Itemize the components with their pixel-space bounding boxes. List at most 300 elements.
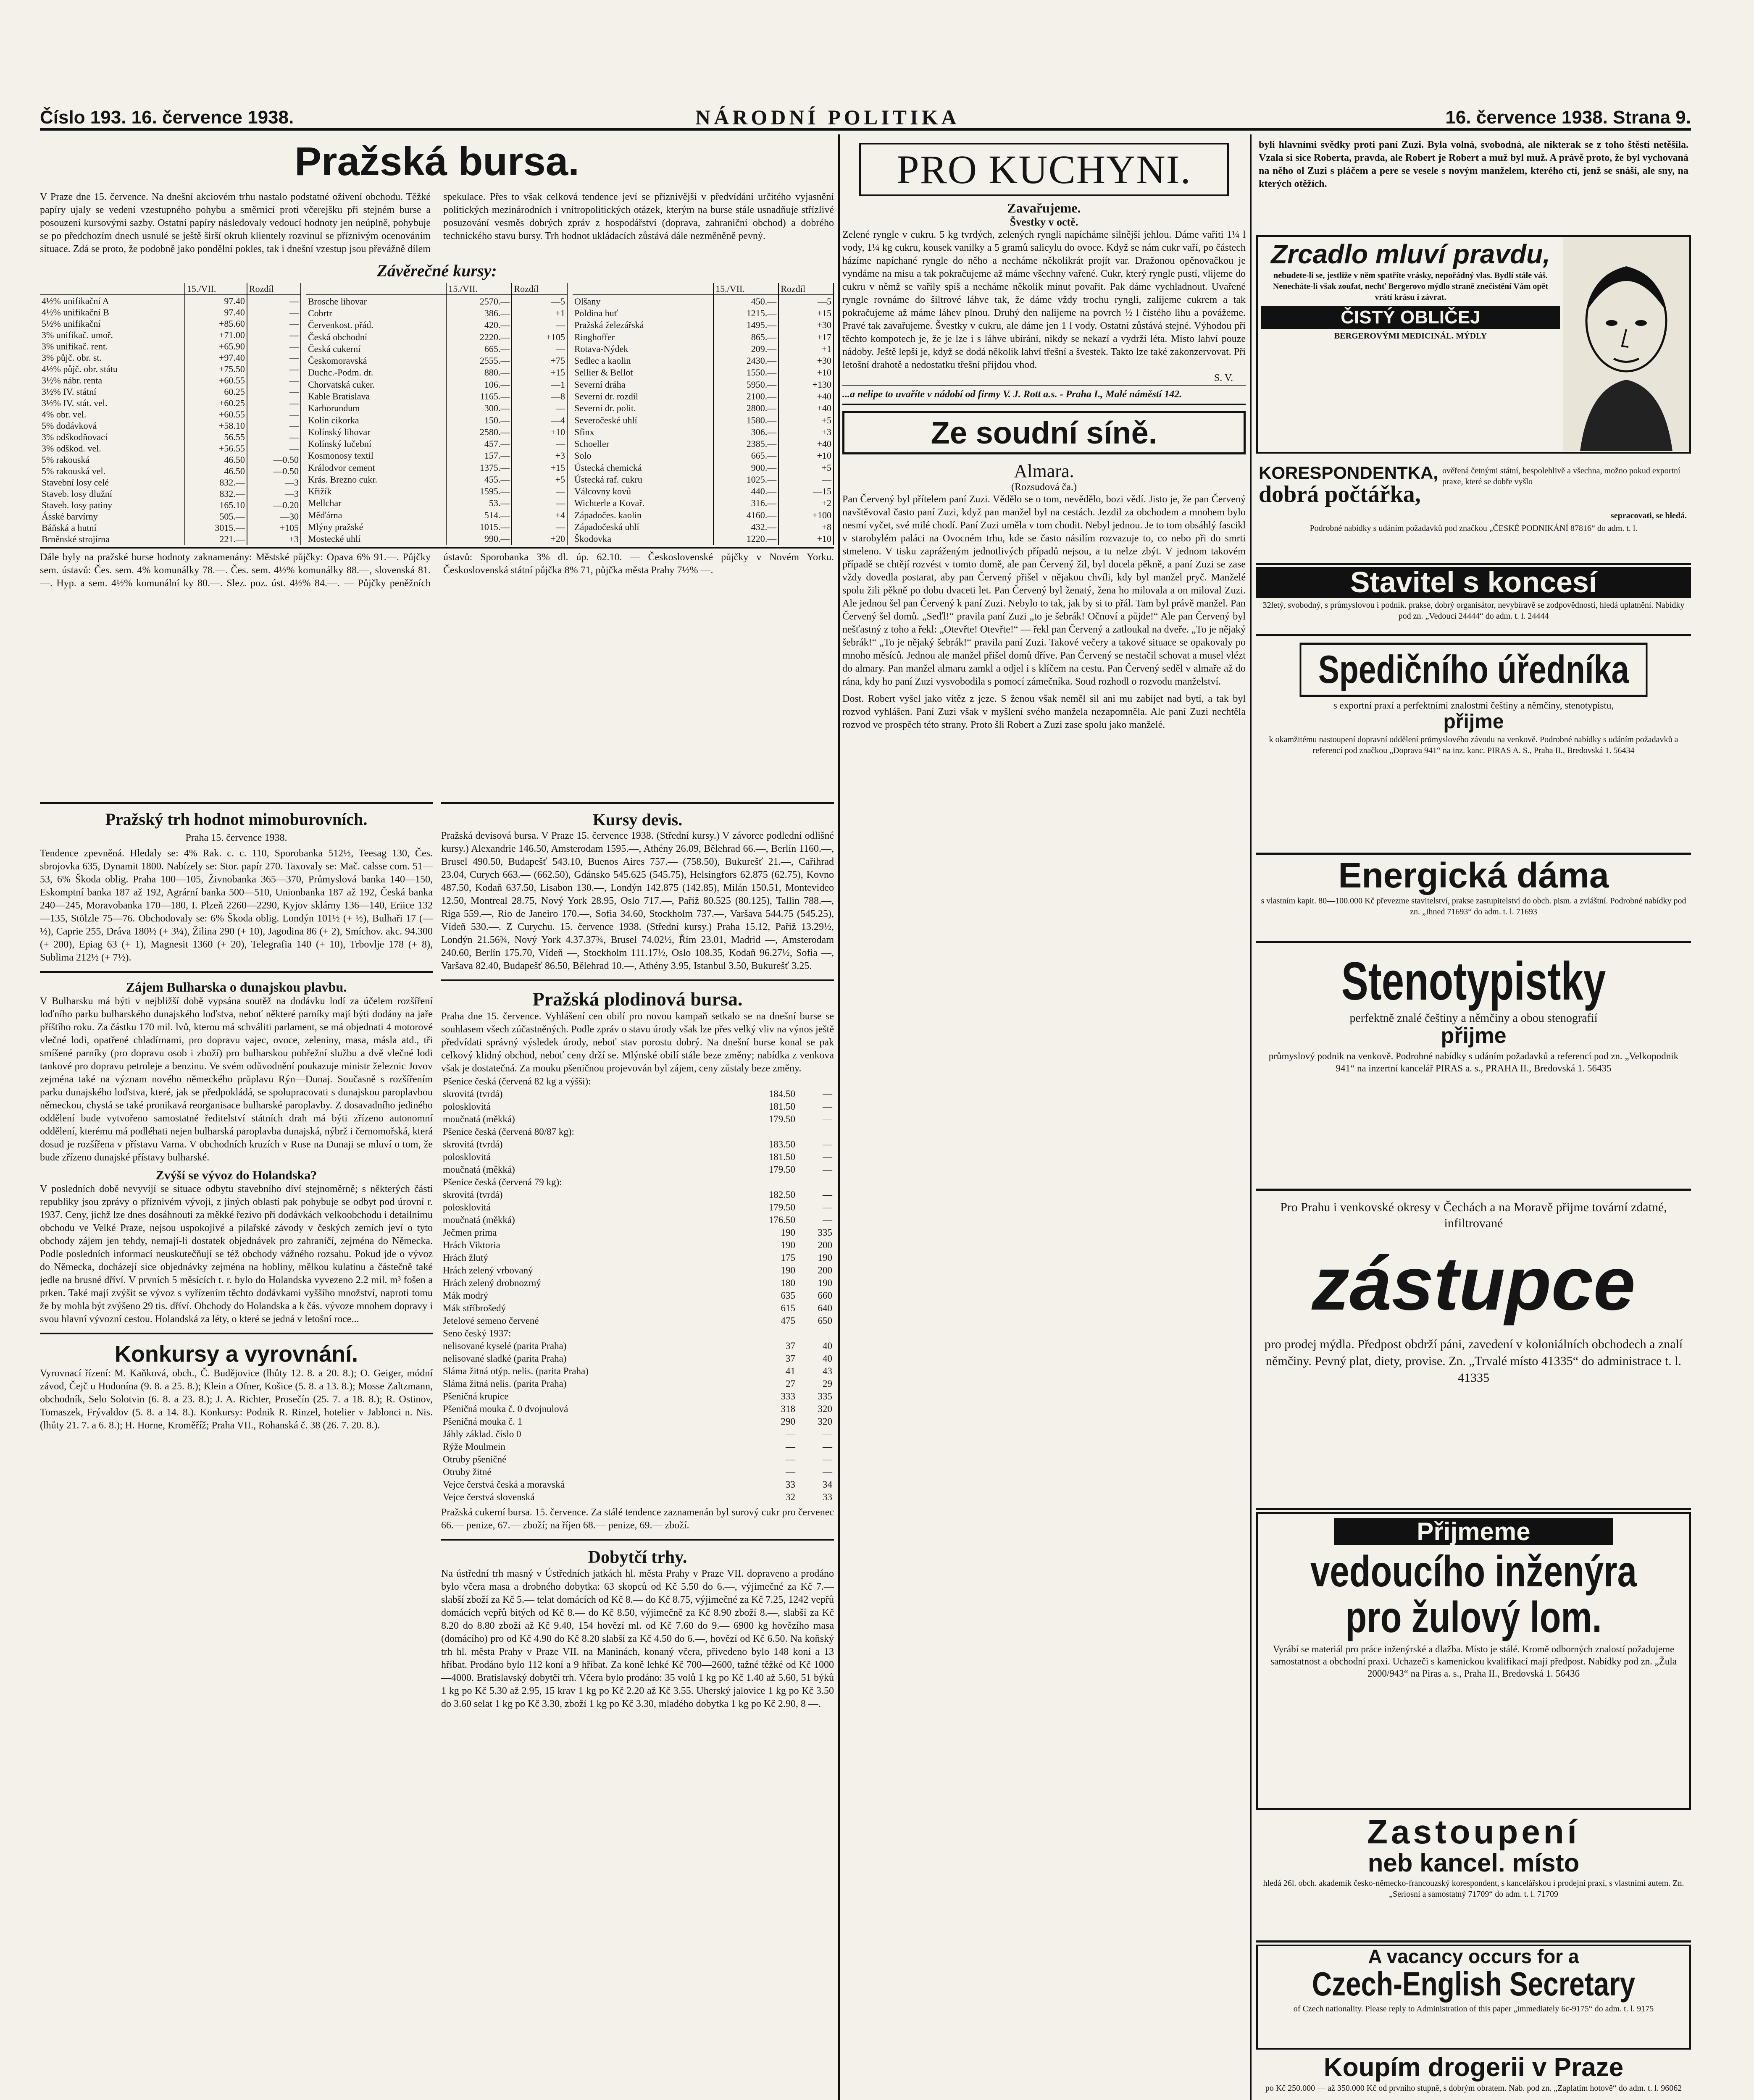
price-high: — (823, 1114, 832, 1124)
quote-value: 1025.— (713, 473, 778, 485)
quote-row (40, 397, 301, 409)
quote-row (306, 438, 567, 449)
quote-value: 316.— (713, 497, 778, 509)
closing-quotes-tables (40, 283, 834, 545)
commodity-name: Sláma žitná nelis. (parita Praha) (443, 1378, 567, 1389)
quote-name: 3½% nábr. renta (40, 375, 185, 386)
column-c (842, 139, 1246, 2100)
quote-row (306, 331, 567, 343)
quote-diff: — (247, 352, 301, 363)
column-rule (838, 134, 840, 2100)
ad-secretary (1256, 1945, 1691, 2050)
quote-diff: — (512, 486, 567, 497)
price-high: 320 (818, 1404, 832, 1414)
quote-name: Severní dr. rozdíl (573, 390, 713, 402)
quote-name: Staveb. losy dlužní (40, 488, 185, 499)
quote-diff: +15 (512, 367, 567, 378)
quote-diff: +10 (778, 533, 834, 545)
mimo-date: Praha 15. července 1938. (185, 832, 287, 843)
quote-name: Česká obchodní (306, 331, 446, 343)
quote-name: Mostecké uhlí (306, 533, 446, 545)
quote-diff: —5 (778, 295, 834, 307)
price-high: — (823, 1215, 832, 1225)
soudni-end: Dost. Robert vyšel jako vítěz z jeze. S ženou však neměl sil ani mu zabíjet nad bytí, a tak byl rozvod vyhlášen. Paní Zuzi však v myšlení svého manžela nezapomněla. Ale paní Zuzi nechtěla rozvod ve prospěch této strany. Proto šli Robert a Zuzi zase spolu jako manželé. (842, 693, 1246, 730)
quote-row (573, 462, 834, 473)
quote-row (306, 497, 567, 509)
quote-value: 46.50 (185, 465, 247, 477)
kuchyne-sub2: Švestky v octě. (1010, 216, 1078, 228)
price-low: 37 (786, 1341, 795, 1351)
commodity-row (441, 1126, 834, 1138)
commodity-row (441, 1151, 834, 1163)
quote-name: 5% dodávková (40, 420, 185, 431)
quote-value: 209.— (713, 343, 778, 354)
quote-value: 386.— (446, 307, 512, 319)
quote-name: Severočeské uhlí (573, 414, 713, 426)
quote-row (306, 319, 567, 331)
soudni-text: Pan Červený byl přítelem paní Zuzi. Vědělo se o tom, nevědělo, bozi vědí. Jisto je, že pan Červený navštěvoval často paní Zuzi, když pan manžel byl na cestách. Jezdil za obchodem a mnohem bylo nesmí vyčet, své milé chodí. Paní Zuzi uměla v tom chodit. Nebyl jednou. Je to tom obsáhlý fascikl v starobylém paláci na Ovocném trhu, kde se často násilím rozvazuje to, co nebo při do smrti stmeleno. V tisku zapráženým jednotlivých případů nejsou, a tu nelze zbýt. V jednom takovém případě se chtějí rozvést v tomto domě, ale pan Červený žil, byl docela pěkně, a paní Zuzi se zase vždy dovedla postarat, aby pan Červený přišel v nějakou chvíli, kdy byl manžel pryč. Manželé spolu žili pěkně po dobu dvaceti let. Pan Červený byl ženatý, žena ho milovala a on miloval Zuzi. Ale jednou šel pan Červený k paní Zuzi. Nebylo to tak, jak by si to přál. Tam byl právě manžel. Pan Červený šel domů. „Seďl!“ pravila paní Zuzi „to je šebrák! Očnoví a půjde!“ Ale pan Červený byl nešťastný z toho a řekl: „Otevřte! Otevřte!“ — řekl pan Červený a zatloukal na dveře. „To je nějaký šebrák!“ „To je nějaký šebrák!“ pravila paní Zuzi. Takové večery a takové situace se opakovaly po mnoho měsíců. Jednou ale manžel přišel domů dříve. Pan Červený se nestačil schovat a musel vlézt do almary. Pan manžel almaru zamkl a odjel i s klíčem na cestu. Pan Červený seděl v almaře až do rána, kdy ho paní Zuzi vysvobodila s pomocí zámečníka. Soud rozhodl o rozvodu manželství. (842, 494, 1246, 687)
commodity-name: Jáhly základ. číslo 0 (443, 1429, 521, 1439)
devisy-title: Kursy devis. (592, 810, 683, 829)
ad-zastoupeni-text: hledá 26l. obch. akademik česko-německo-francouzský korespondent, s kancelářskou i prodejní praxí, s vlastními autem. Zn. „Seriosní a samostatný 71709“ do adm. t. l. 71709 (1263, 1879, 1684, 1899)
price-high: 29 (823, 1378, 832, 1389)
masthead-title: NÁRODNÍ POLITIKA (695, 105, 960, 129)
quote-row (40, 499, 301, 511)
quote-name: 4½% unifikační A (40, 295, 185, 307)
quote-name: 3% unifikač. umoř. (40, 329, 185, 341)
commodity-row (441, 1138, 834, 1151)
price-low: 180 (781, 1278, 795, 1288)
mimo-text: Tendence zpevněná. Hledaly se: 4% Rak. c. c. 110, Sporobanka 512½, Teesag 130, Čes. sbrojovka 635, Dynamit 1800. Nabízely se: Stor. papír 270. Taxovaly se: Mač. calsse com. 51—53, 6% Škoda oblig. Praha 100—105, Živnobanka 365—370, Průmyslová banka 140—150, Eskomptní banka 187 až 192, Agrární banka 500—510, Unionbanka 187 až 192, Česká banka 240—245, Moravobanka 170—180, I. Plzeň 2260—2290, Kyjov sklárny 136—140, Eriice 132—135, Stölzle 75—76. Obchodovaly se: 6% Škoda oblig. Londýn 101½ (+ ½), Bulhaři 17 (— ½), Caprie 255, Dráva 180½ (+ 3¼), Žilina 290 (+ 10), Jagodina 86 (+ 2), Smíchov. akc. 94.300 (+ 200), Epiag 63 (+ 1), Magnesit 1360 (+ 20), Telegrafia 140 (+ 10), Trbovlje 178 (+ 8), Sublima 212½ (+ 7½). (40, 848, 433, 963)
quote-value: 2580.— (446, 426, 512, 438)
ad-korespondentka-text: Podrobné nabídky s udáním požadavků pod značkou „ČESKÉ PODNIKÁNÍ 87816“ do adm. t. l. (1310, 523, 1638, 533)
soudni-sub: Almara. (1014, 461, 1074, 481)
quote-diff: — (512, 497, 567, 509)
price-high: — (823, 1152, 832, 1162)
commodity-name: Otruby pšeničné (443, 1454, 507, 1465)
quote-value: 450.— (713, 295, 778, 307)
quote-value: 1015.— (446, 521, 512, 533)
price-high: — (823, 1454, 832, 1465)
ad-steno (1256, 945, 1691, 1191)
quote-diff: +75 (512, 354, 567, 366)
column-b (441, 802, 834, 2100)
quote-diff: —3 (247, 477, 301, 488)
col-diff: Rozdíl (778, 283, 834, 295)
quote-row (40, 454, 301, 465)
quote-row (306, 533, 567, 545)
holandsko-text: V posledních době nevyvíjí se situace odbytu stavebního díví stejnoměrně; s některých částí republiky jsou zprávy o příznivém vývoji, z jiných oblastí pak pohybuje se odbyt pod úrovní r. 1937. Ceny, jichž lze dnes dosáhnouti za měkké řezivo při dodávkách velkoobchodu i detailnímu obchodu ve Velké Praze, nejsou uspokojivé a pilařské závody v českých zemích jeví o tyto obchody zájem jen tehdy, nemají-li dostatek objednávek pro zahraničí, zejména do Německa. Podle posledních informací neuskutečňují se též obchody vážného rozsahu. Pokud jde o vývoz do Německa, docházejí sice objednávky zejména na hobliny, mělkou kulatinu a částečně také jedle na brusné dříví. V prvních 5 měsících t. r. bylo do Holandska vyvezeno 2.2 mil. m³ fošen a prken. Také mají zvýšit se vývoz s vyřízením těchto dodávkami vyššího množství, naproti tomu že by mohla být zvýšeno 29 tis. dříví. Obchody do Holandska a k čás. vývoze mnohem dopravy i svou hlavní vývozní cestou. Holandská za léty, o které se jedná v letošní roce... (40, 1184, 433, 1325)
quote-row (573, 354, 834, 366)
quote-value: +85.60 (185, 318, 247, 329)
quote-diff: +10 (512, 426, 567, 438)
quote-diff: —0.50 (247, 465, 301, 477)
quote-value: 455.— (446, 473, 512, 485)
quote-row (40, 533, 301, 545)
price-high (797, 1075, 834, 1088)
ad-inzenyr-text: Vyrábí se materiál pro práce inženýrské a dlažba. Místo je stálé. Kromě odborných znalostí požadujeme samostatnost a obchodní praxi. Uchazeči s kamenickou kvalifikací mají předpost. Nabídky pod zn. „Žula 2000/943“ na Piras a. s., Praha II., Bredovská 1. 56436 (1270, 1644, 1677, 1679)
quote-value: 2220.— (446, 331, 512, 343)
ads-column (1256, 139, 1691, 2100)
quote-row (573, 521, 834, 533)
quote-name: Červenkost. přád. (306, 319, 446, 331)
quote-diff: +3 (247, 533, 301, 545)
quote-value: 46.50 (185, 454, 247, 465)
quote-diff: — (512, 402, 567, 414)
commodity-name: Rýže Moulmein (443, 1441, 505, 1452)
page-header (40, 103, 1691, 131)
quote-diff: —8 (512, 390, 567, 402)
quote-row (40, 443, 301, 454)
price-low: 333 (781, 1391, 795, 1402)
ad-korespondentka-title2: dobrá počtářka, (1259, 481, 1421, 508)
quotes-table-bonds (40, 283, 301, 545)
quote-row (306, 426, 567, 438)
kuchyne-sub: Zavařujeme. (1007, 200, 1081, 215)
commodity-row (441, 1352, 834, 1365)
commodity-name: Ječmen prima (443, 1227, 497, 1238)
holandsko-title: Zvýší se vývoz do Holandska? (155, 1168, 317, 1182)
ad-zastupce-text: pro prodej mýdla. Předpost obdrží páni, zavedení v koloniálních obchodech a znalí němčiny. Pevný plat, diety, provise. Zn. „Trvalé místo 41335“ do administrace t. l. 41335 (1264, 1337, 1683, 1385)
dobytek-title: Dobytčí trhy. (588, 1548, 687, 1567)
bursa-intro: V Praze dne 15. července. Na dnešní akciovém trhu nastalo podstatné oživení obchodu. Těžké papíry ujaly se vedení vzestupného pohybu a směrnicí proti včerejšku při stejném burse a posouzení kursovými sazby. Ostatní papíry následovaly vedoucí hodnoty jen neúplně, pohybuje se po předchozím dnech usnulé se ještě širší okruh klientely rozvinul se příznivým ocenováním situace. Zdá se proto, že podobně jako pondělní pokles, tak i dnešní vzestup jsou převážně dílem spekulace. Přes to však celková tendence jeví se příznivější v předvídání určitého vyjasnění politických mezinárodních i vnitropolitických otázek, kterým na burse stále usnadňuje střízlivé posuzování vesměs dobrých zpráv z hospodářství (doprava, zahraniční obchod) a dobrého technického stavu bursy. Trh hodnot ukládacích zůstává dále nezměněně pevný. (40, 192, 834, 255)
quote-diff: +5 (512, 473, 567, 485)
quote-name: Cobrtr (306, 307, 446, 319)
quote-row (40, 431, 301, 443)
quote-row (306, 509, 567, 521)
plodiny-intro: Praha dne 15. července. Vyhlášení cen obilí pro novou kampaň setkalo se na dnešní burse se souhlasem všech zúčastněných. Podle zpráv o stavu úrody však lze přes velký vliv na výnos ještě předvídati správný výsledek úrody, neboť stav porostu dobrý. Na dnešní burse konal se pak celkový klidný obchod, neboť ceny drží se. Mlýnské obilí stále beze změny; nabídka z venkova však je dostatečná. Za mouku pšeničnou projevován byl zájem, ceny zůstaly beze změny. (441, 1011, 834, 1074)
quote-value: 53.— (446, 497, 512, 509)
quote-name: Chorvatská cuker. (306, 378, 446, 390)
quote-row (306, 378, 567, 390)
price-high: 660 (818, 1290, 832, 1301)
quote-value: 5950.— (713, 378, 778, 390)
quote-diff: +3 (512, 450, 567, 462)
ad-spediter-title: Spedičního úředníka (1300, 643, 1648, 697)
quote-value: 2385.— (713, 438, 778, 449)
ad-stavitel (1256, 567, 1691, 636)
cukr-text: Pražská cukerní bursa. 15. července. Za stálé tendence zaznamenán byl surový cukr pro červenec 66.— penize, 67.— zboží; na říjen 68.— penize, 69.— zboží. (441, 1507, 834, 1531)
plodiny-title: Pražská plodinová bursa. (532, 988, 743, 1010)
quote-value: 1580.— (713, 414, 778, 426)
quote-diff: — (512, 521, 567, 533)
ad-steno-mid: přijme (1441, 1024, 1507, 1048)
quote-diff: +5 (778, 462, 834, 473)
quote-name: Škodovka (573, 533, 713, 545)
quote-row (573, 319, 834, 331)
quote-row (40, 352, 301, 363)
quote-value: 900.— (713, 462, 778, 473)
bulharsko-text: V Bulharsku má býti v nejbližší době vypsána soutěž na dodávku lodí za účelem rozšíření loďního parku bulharského dunajského loďstva, neboť některé parníky mají býti dodány na jaře příštího roku. Za částku 170 mil. lvů, kterou má schváliti parlament, se má objednati 4 motorové vlečné lodi, opatřené chladírnami, pro dopravu vajec, ovoce, zeleniny, masa, másla atd., tři smíšené parníky (pro dopravu osob i zboží) pro bulharskou pobřežní službu a dvě vlečné lodi tankové pro dopravu petroleje a benzinu. Ve svém odůvodnění poukazuje ministr železnic Jovov zejména také na význam nového německého průplavu Rýn—Dunaj. Současně s rozšířením parku dunajského loďstva, které, jak se předpokládá, se spolupracovati s dunajskou paroplavbou německou, chystá se také pronikavá reorganisace bulharské paroplavby. Z dosavadního jediného oddělení bude vytvořeno samostatné ředitelství státních drah má býti zřízeno autonomní oddělení, kterému má podléhati nejen bulharská paroplavba dunajská, nýbrž i černomořská, která dosud je rozšířena v přístavu Varna. V obchodních kruzích v Ruse na Dunaji se mluví o tom, že bude zřízeno dunajské přístavy bulharské. (40, 996, 433, 1163)
commodity-name: skrovitá (tvrdá) (443, 1139, 503, 1150)
quote-name: 4% obr. vel. (40, 409, 185, 420)
ad-dama-title: Energická dáma (1338, 857, 1609, 895)
price-high: 335 (818, 1227, 832, 1238)
mimo-title: Pražský trh hodnot mimoburovních. (105, 810, 368, 829)
commodity-row (441, 1214, 834, 1226)
quote-row (306, 367, 567, 378)
commodity-name: moučnatá (měkká) (443, 1164, 515, 1175)
quote-diff: +40 (778, 390, 834, 402)
commodity-name: Vejce čerstvá česká a moravská (443, 1479, 565, 1490)
commodity-row (441, 1189, 834, 1201)
quote-value: +58.10 (185, 420, 247, 431)
quote-row (573, 486, 834, 497)
quote-diff: +15 (512, 462, 567, 473)
quote-row (573, 414, 834, 426)
price-low: 475 (781, 1315, 795, 1326)
quote-row (573, 533, 834, 545)
quote-value: +60.25 (185, 397, 247, 409)
quote-value: 2430.— (713, 354, 778, 366)
quote-value: 832.— (185, 488, 247, 499)
quote-name: Králodvor cement (306, 462, 446, 473)
quote-row (306, 295, 567, 307)
quote-name: Válcovny kovů (573, 486, 713, 497)
quote-row (573, 473, 834, 485)
quote-diff: +100 (778, 509, 834, 521)
page-number: 16. července 1938. Strana 9. (1445, 107, 1691, 128)
quote-name: 4½% unifikační B (40, 307, 185, 318)
quote-diff: +10 (778, 367, 834, 378)
price-low: 179.50 (768, 1114, 795, 1124)
commodity-name: Mák modrý (443, 1290, 488, 1301)
quote-value: 457.— (446, 438, 512, 449)
kuchyne-sign: S. V. (1214, 373, 1233, 383)
quote-name: Česká cukerní (306, 343, 446, 354)
column-a (40, 802, 433, 2100)
quote-name: Křižík (306, 486, 446, 497)
quote-row (40, 465, 301, 477)
quote-diff: +30 (778, 354, 834, 366)
ad-korespondentka-mid: sepracovati, se hledá. (1610, 511, 1687, 520)
ad-drogerie-title: Koupím drogerii v Praze (1323, 2054, 1624, 2082)
quote-diff: +2 (778, 497, 834, 509)
price-high: 40 (823, 1353, 832, 1364)
ad-zastupce-top: Pro Prahu i venkovské okresy v Čechách a na Moravě přijme tovární zdatné, infiltrované (1280, 1200, 1667, 1230)
commodity-row (441, 1315, 834, 1327)
price-high: 33 (823, 1492, 832, 1502)
commodity-row (441, 1365, 834, 1378)
ad-zrcadlo-title: Zrcadlo mluví pravdu, (1270, 239, 1551, 269)
price-low: — (786, 1429, 795, 1439)
quote-diff: +4 (512, 509, 567, 521)
price-high: 190 (818, 1278, 832, 1288)
price-high: 200 (818, 1265, 832, 1276)
quote-value: 1495.— (713, 319, 778, 331)
quote-diff: —0.20 (247, 499, 301, 511)
ad-spediter-text: s exportní praxí a perfektními znalostmi češtiny a němčiny, stenotypistu, (1333, 700, 1614, 711)
quote-diff: — (512, 343, 567, 354)
kuchyne-title: PRO KUCHYNI. (897, 147, 1191, 192)
quote-diff: +105 (247, 522, 301, 533)
price-low: 181.50 (768, 1101, 795, 1112)
price-high: 34 (823, 1479, 832, 1490)
quote-diff: +20 (512, 533, 567, 545)
quote-name: 3% půjč. obr. st. (40, 352, 185, 363)
price-low (760, 1126, 797, 1138)
commodity-row (441, 1340, 834, 1352)
price-high: — (823, 1429, 832, 1439)
quote-value: 2100.— (713, 390, 778, 402)
commodity-row (441, 1100, 834, 1113)
quote-diff: +1 (778, 343, 834, 354)
quote-name: Staveb. losy patiny (40, 499, 185, 511)
price-high: 190 (818, 1252, 832, 1263)
bursa-other-values: Dále byly na pražské burse hodnoty zaknamenány: Městské půjčky: Opava 6% 91.—. Půjčky sem. ústavů: Čes. sem. 4% komunálky 78.—. Čes. sem. 4½% komunálky 88.—, slovenská 81.—. Hyp. a sem. 4½% komunální ky 80.—. Slez. poz. úst. 4½% 84.—. — Půjčky peněžních ústavů: Sporobanka 3% dl. úp. 62.10. — Československé půjčky v Novém Yorku. Československá státní půjčka 8% 71, půjčka města Prahy 7½% —. (40, 552, 834, 589)
quote-name: Sedlec a kaolin (573, 354, 713, 366)
price-low: 190 (781, 1265, 795, 1276)
quote-name: 5% rakouská (40, 454, 185, 465)
quote-value: 505.— (185, 511, 247, 522)
quote-row (40, 409, 301, 420)
quote-name: 5% rakouská vel. (40, 465, 185, 477)
commodity-row (441, 1075, 834, 1088)
quote-diff: +40 (778, 438, 834, 449)
quote-diff: —5 (512, 295, 567, 307)
price-low: 37 (786, 1353, 795, 1364)
quote-name: 5½% unifikační (40, 318, 185, 329)
commodity-row (441, 1428, 834, 1441)
quote-value: 1375.— (446, 462, 512, 473)
quote-name: 3% unifikač. rent. (40, 341, 185, 352)
quote-diff: +105 (512, 331, 567, 343)
commodity-row (441, 1113, 834, 1126)
quote-value: 165.10 (185, 499, 247, 511)
quote-name: Kable Bratislava (306, 390, 446, 402)
price-high: — (823, 1101, 832, 1112)
quote-diff: — (247, 420, 301, 431)
quote-name: Ringhoffer (573, 331, 713, 343)
commodity-row (441, 1176, 834, 1189)
quote-diff: — (247, 363, 301, 375)
price-high (797, 1327, 834, 1340)
commodity-name: skrovitá (tvrdá) (443, 1089, 503, 1099)
quote-row (573, 343, 834, 354)
quote-name: 3% odškod. vel. (40, 443, 185, 454)
ad-inzenyr-title: vedoucího inženýra pro žulový lom. (1310, 1547, 1637, 1642)
price-low: 33 (786, 1479, 795, 1490)
commodity-row (441, 1441, 834, 1453)
commodity-name: Pšenice česká (červená 82 kg a výšši): (443, 1076, 591, 1087)
ad-steno-text2: průmyslový podnik na venkově. Podrobné nabídky s udáním požadavků a referencí pod zn. „Velkopodnik 941“ na inzertní kancelář PIRAS a. s., PRAHA II., Bredovská 1. 56435 (1268, 1050, 1679, 1074)
quote-name: Ústecká chemická (573, 462, 713, 473)
quote-name: 3% odškodňovací (40, 431, 185, 443)
quote-row (306, 486, 567, 497)
commodity-name: Vejce čerstvá slovenská (443, 1492, 535, 1502)
commodity-name: Pšeničná krupice (443, 1391, 509, 1402)
col-date: 15./VII. (713, 283, 778, 295)
quote-diff: +5 (778, 414, 834, 426)
price-high: — (823, 1441, 832, 1452)
ad-spediter-text2: k okamžitému nastoupení dopravní oddělení průmyslového závodu na venkově. Podrobné nabídky s udáním požadavků a referencí pod značkou „Doprava 941“ na inz. kanc. PIRAS A. S., Praha II., Bredovská 1. 56434 (1269, 735, 1678, 756)
quote-value: +75.50 (185, 363, 247, 375)
quote-row (573, 509, 834, 521)
quote-diff: +10 (778, 450, 834, 462)
quote-row (573, 426, 834, 438)
bulharsko-title: Zájem Bulharska o dunajskou plavbu. (126, 979, 347, 995)
quote-value: 1215.— (713, 307, 778, 319)
price-low: — (786, 1441, 795, 1452)
quote-diff: — (247, 295, 301, 307)
quote-value: 2800.— (713, 402, 778, 414)
quote-row (40, 477, 301, 488)
price-low: 190 (781, 1227, 795, 1238)
quote-name: Severní dráha (573, 378, 713, 390)
quote-value: 97.40 (185, 295, 247, 307)
commodity-name: Hrách zelený vrbovaný (443, 1265, 533, 1276)
ad-steno-title: Stenotypistky (1341, 951, 1606, 1011)
commodity-row (441, 1466, 834, 1478)
ad-inzenyr (1256, 1512, 1691, 1810)
quote-diff: +3 (778, 426, 834, 438)
quote-row (40, 341, 301, 352)
quote-value: 665.— (713, 450, 778, 462)
quote-diff: +17 (778, 331, 834, 343)
quote-name: 3½% IV. státní (40, 386, 185, 397)
quote-diff: —3 (247, 488, 301, 499)
quote-name: Brosche lihovar (306, 295, 446, 307)
ad-korespondentka (1256, 462, 1691, 565)
quote-row (40, 522, 301, 533)
quote-diff: —4 (512, 414, 567, 426)
quote-diff: — (512, 319, 567, 331)
price-high: — (823, 1467, 832, 1477)
ad-zrcadlo-sub: BERGEROVÝMI MEDICINÁL. MÝDLY (1334, 331, 1487, 341)
quote-row (40, 329, 301, 341)
quote-row (573, 307, 834, 319)
quote-value: +60.55 (185, 409, 247, 420)
quote-value: +71.00 (185, 329, 247, 341)
quote-row (573, 367, 834, 378)
quote-name: Mlýny pražské (306, 521, 446, 533)
price-low: 175 (781, 1252, 795, 1263)
ad-spediter-mid: přijme (1443, 710, 1504, 733)
quote-name: Západočeská uhlí (573, 521, 713, 533)
quote-value: 306.— (713, 426, 778, 438)
quotes-table-shares-a (306, 283, 568, 545)
plodiny-table (441, 1075, 834, 1504)
price-low: 183.50 (768, 1139, 795, 1150)
commodity-name: polosklovitá (443, 1152, 491, 1162)
quote-name: Českomoravská (306, 354, 446, 366)
quote-row (40, 307, 301, 318)
quote-value: 106.— (446, 378, 512, 390)
bursa-section (40, 139, 834, 800)
quote-value: 420.— (446, 319, 512, 331)
quote-row (573, 390, 834, 402)
price-high: — (823, 1139, 832, 1150)
quote-row (573, 331, 834, 343)
quote-name: Krás. Brezno cukr. (306, 473, 446, 485)
quote-name: Sfinx (573, 426, 713, 438)
price-low: 290 (781, 1416, 795, 1427)
quote-name: Brněnské strojírna (40, 533, 185, 545)
quote-diff: +130 (778, 378, 834, 390)
ad-stavitel-title: Stavitel s koncesí (1256, 567, 1691, 598)
ad-zrcadlo-text: nebudete-li se, jestliže v něm spatříte vrásky, nepořádný vlas. Bydlí stále váš. Nenecháte-li však zoufat, nechť Bergerovo mýdlo straně znečistění Vám opět vrátí krásu i závrat. (1273, 271, 1549, 302)
quote-row (306, 343, 567, 354)
commodity-row (441, 1478, 834, 1491)
quote-value: 300.— (446, 402, 512, 414)
rott-ad: ...a nelipe to uvaříte v nádobí od firmy V. J. Rott a.s. - Praha I., Malé náměstí 142. (842, 385, 1246, 405)
quote-value: 150.— (446, 414, 512, 426)
quote-value: +97.40 (185, 352, 247, 363)
commodity-name: Pšeničná mouka č. 1 (443, 1416, 523, 1427)
price-low (760, 1075, 797, 1088)
quote-row (573, 450, 834, 462)
commodity-row (441, 1378, 834, 1390)
